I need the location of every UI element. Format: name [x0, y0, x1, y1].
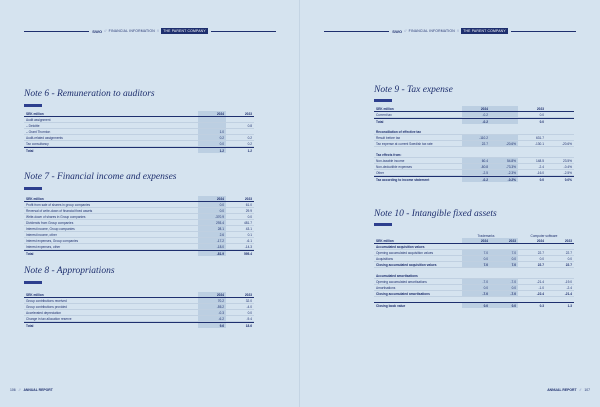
cell-value: 2023 — [536, 106, 544, 111]
note10-accent-bar — [374, 223, 392, 226]
row-label: Closing accumulated acquisition values — [376, 262, 437, 267]
cell-value: 18.6 — [245, 323, 252, 328]
cell-value: -0.2 — [462, 119, 490, 124]
cell-value: 43.1 — [245, 226, 252, 231]
row-label: SEK million — [376, 106, 394, 111]
breadcrumb — [389, 28, 511, 34]
row-label: Reversal of write-down of financial fixed assets — [26, 208, 93, 213]
row-label: SEK million — [376, 238, 394, 243]
cell-value: -6.1 — [246, 238, 252, 243]
note7-title: Note 7 - Financial income and expenses — [24, 172, 177, 182]
note6-title: Note 6 - Remuneration to auditors — [24, 89, 155, 99]
cell-value: -19.0 — [564, 279, 572, 284]
cell-value: -0.3 — [198, 310, 226, 315]
page-footer: 106 // ANNUAL REPORT — [10, 388, 53, 392]
page-header — [24, 27, 276, 35]
cell-value: 0.0 — [539, 177, 544, 182]
row-label: SEK million — [26, 111, 44, 116]
cell-value: 0.2 — [198, 135, 226, 140]
cell-value: -0.2 — [462, 112, 490, 117]
cell-value: 2023 — [490, 238, 518, 243]
cell-value: 22.7 — [537, 250, 544, 255]
cell-value: -7.0 — [490, 291, 518, 296]
cell-value: 0.0 — [462, 256, 490, 261]
row-label: Change in tax allocation reserve — [26, 316, 72, 321]
row-label: Total — [376, 119, 384, 124]
cell-value: -81.9 — [198, 251, 226, 256]
cell-value: 7.0 — [490, 250, 518, 255]
page-number: 106 — [10, 388, 16, 392]
cell-value: -7.0 — [462, 291, 490, 296]
cell-value: 0.0% — [564, 177, 572, 182]
row-label: Opening accumulated amortisations — [376, 279, 427, 284]
cell-value: 1.2 — [247, 148, 252, 153]
page-footer: ANNUAL REPORT // 107 — [547, 388, 590, 392]
breadcrumb-current: THE PARENT COMPANY — [463, 29, 506, 33]
cell-value: 0.0 — [198, 141, 226, 146]
row-label: Other — [376, 170, 384, 175]
cell-value: 2023 — [244, 196, 252, 201]
row-label: Accelerated depreciation — [26, 310, 62, 315]
cell-value: -21.4 — [564, 291, 572, 296]
breadcrumb-current: THE PARENT COMPANY — [163, 29, 206, 33]
cell-value: 0.0 — [462, 285, 490, 290]
cell-value: -18.0 — [198, 244, 226, 249]
cell-value: 2023 — [564, 238, 572, 243]
cell-value: 0.0 — [539, 112, 544, 117]
cell-value: 1.2 — [198, 148, 226, 153]
cell-value: 9.6 — [198, 323, 226, 328]
breadcrumb-separator: // — [456, 29, 460, 33]
cell-value: 7.0 — [462, 250, 490, 255]
row-label: Amortisations — [376, 285, 396, 290]
cell-value: 23.5% — [562, 158, 572, 163]
row-label: Write-down of shares in Group companies — [26, 214, 86, 219]
cell-value: -20.6% — [561, 141, 572, 146]
row-label: Interest income, Group companies — [26, 226, 75, 231]
cell-value: -22.4 — [536, 291, 544, 296]
cell-value: -2.4 — [538, 164, 544, 169]
cell-value: 2024 — [462, 106, 490, 111]
cell-value: 293.4 — [198, 220, 226, 225]
cell-value: -16.0 — [536, 170, 544, 175]
cell-value: 32.0 — [245, 298, 252, 303]
table-total-row — [374, 118, 574, 124]
cell-value: 60.4 — [462, 158, 490, 163]
row-label: Closing accumulated amortisations — [376, 291, 430, 296]
footer-label: ANNUAL REPORT — [547, 388, 577, 392]
cell-value: -20.6% — [490, 141, 518, 146]
breadcrumb-separator: // — [104, 29, 107, 33]
cell-value: 0.0 — [490, 285, 518, 290]
cell-value: 22.7 — [462, 141, 490, 146]
cell-value: 2023 — [244, 292, 252, 297]
header-rule — [324, 31, 389, 32]
cell-value — [490, 135, 518, 140]
note8-accent-bar — [24, 281, 42, 284]
cell-value: -130.1 — [534, 141, 544, 146]
table-total-row — [24, 147, 254, 153]
cell-value: 0.8 — [247, 123, 252, 128]
table-total-row — [374, 176, 574, 182]
section-heading: Tax effects from: — [376, 152, 402, 157]
cell-value: 0.0 — [490, 256, 518, 261]
row-label: Audit assignment — [26, 117, 51, 122]
section-heading: Accumulated acquisition values — [376, 244, 425, 249]
row-label: SEK million — [26, 196, 44, 201]
cell-value: 0.0 — [490, 303, 518, 308]
header-rule — [211, 31, 276, 32]
cell-value: -2.5 — [462, 170, 490, 175]
cell-value: 0.0 — [539, 119, 544, 124]
cell-value: -6.2 — [198, 316, 226, 321]
cell-value: 148.5 — [536, 158, 544, 163]
note9-table — [374, 106, 574, 182]
cell-value: -2.4 — [566, 285, 572, 290]
cell-value: 54.8% — [490, 158, 518, 163]
group-trademarks: Trademarks — [477, 233, 495, 238]
cell-value: -80.8 — [462, 164, 490, 169]
cell-value: 2024 — [198, 111, 226, 116]
cell-value: -21.4 — [536, 279, 544, 284]
cell-value: 2024 — [198, 292, 226, 297]
page-header — [324, 27, 576, 35]
cell-value — [490, 106, 518, 111]
row-label: Total — [26, 148, 34, 153]
cell-value: 0.2 — [247, 141, 252, 146]
cell-value: 22.7 — [565, 250, 572, 255]
cell-value: 22.7 — [537, 262, 544, 267]
cell-value: -4.0 — [246, 304, 252, 309]
note8-table — [24, 292, 254, 328]
row-label: Total — [26, 251, 34, 256]
cell-value: 2023 — [244, 111, 252, 116]
cell-value: -17.2 — [198, 238, 226, 243]
cell-value: 0.0 — [247, 214, 252, 219]
cell-value: -55.2 — [198, 304, 226, 309]
cell-value: 2024 — [462, 238, 490, 243]
row-label: SEK million — [26, 292, 44, 297]
cell-value — [490, 119, 518, 124]
row-label: Current tax — [376, 112, 392, 117]
cell-value: -1.0 — [538, 285, 544, 290]
row-label: Acquisitions — [376, 256, 394, 261]
cell-value: 631.7 — [536, 135, 544, 140]
cell-value: 2.6 — [198, 232, 226, 237]
note10-title: Note 10 - Intangible fixed assets — [374, 209, 497, 219]
cell-value: 0.2 — [247, 135, 252, 140]
cell-value: 0.0 — [198, 208, 226, 213]
right-page — [300, 0, 600, 407]
row-label: Interest expenses, other — [26, 244, 61, 249]
cell-value: -73.3% — [490, 164, 518, 169]
row-label: Total — [26, 323, 34, 328]
cell-value: -110.2 — [462, 135, 490, 140]
cell-value: -0.2% — [490, 177, 518, 182]
cell-value: 0.3 — [539, 303, 544, 308]
header-rule — [24, 31, 89, 32]
row-label: Group contributions provided — [26, 304, 67, 309]
cell-value: 0.1 — [247, 232, 252, 237]
note6-table — [24, 111, 254, 153]
row-label: – Grant Thornton — [26, 129, 51, 134]
row-label: Profit from sale of shares in group companies — [26, 202, 91, 207]
table-total-row — [24, 250, 254, 256]
cell-value: -7.0 — [462, 279, 490, 284]
cell-value: -0.2 — [462, 177, 490, 182]
note10-table — [374, 233, 574, 308]
row-label: Non-deductible expenses — [376, 164, 412, 169]
cell-value: 28.1 — [198, 226, 226, 231]
breadcrumb-separator: // — [404, 29, 407, 33]
cell-value: 0.0 — [247, 310, 252, 315]
cell-value: 1.0 — [198, 129, 226, 134]
row-label: Audit-related assignments — [26, 135, 63, 140]
cell-value: -9.4 — [246, 316, 252, 321]
note6-accent-bar — [24, 104, 42, 107]
breadcrumb — [89, 28, 211, 34]
row-label: Tax expense at current Swedish tax rate — [376, 141, 433, 146]
cell-value: 61.0 — [245, 202, 252, 207]
breadcrumb-section: FINANCIAL INFORMATION — [408, 29, 455, 33]
cell-value: 1.3 — [567, 303, 572, 308]
cell-value: -7.0 — [490, 279, 518, 284]
cell-value: 29.9 — [245, 208, 252, 213]
row-label: Interest income, other — [26, 232, 57, 237]
row-label: Group contributions received — [26, 298, 67, 303]
cell-value: -14.3 — [244, 244, 252, 249]
cell-value: 22.7 — [565, 262, 572, 267]
footer-label: ANNUAL REPORT — [23, 388, 53, 392]
cell-value: 7.0 — [490, 262, 518, 267]
note9-title: Note 9 - Tax expense — [374, 85, 453, 95]
cell-value: 0.0 — [539, 256, 544, 261]
note7-table — [24, 196, 254, 256]
cell-value: 0.0 — [198, 202, 226, 207]
cell-value: -370.9 — [198, 214, 226, 219]
cell-value: -2.5% — [563, 170, 572, 175]
cell-value: -0.4% — [563, 164, 572, 169]
table-total-row — [24, 322, 254, 328]
cell-value — [198, 123, 226, 128]
row-label: – Deloitte — [26, 123, 40, 128]
company-logo: SWO — [92, 28, 103, 34]
cell-value — [490, 112, 518, 117]
cell-value: -2.3% — [490, 170, 518, 175]
page-number: 107 — [584, 388, 590, 392]
cell-value: 481.7 — [244, 220, 252, 225]
section-heading: Accumulated amortisations — [376, 273, 418, 278]
cell-value — [198, 117, 226, 122]
cell-value: 0.0 — [567, 256, 572, 261]
note8-title: Note 8 - Appropriations — [24, 266, 115, 276]
row-label: Result before tax — [376, 135, 401, 140]
cell-value: 2024 — [536, 238, 544, 243]
note7-accent-bar — [24, 187, 42, 190]
row-label: Closing book value — [376, 303, 406, 308]
group-software: Computer software — [530, 233, 558, 238]
breadcrumb-separator: // — [156, 29, 160, 33]
row-label: Tax according to income statement — [376, 177, 430, 182]
cell-value: 7.0 — [462, 262, 490, 267]
cell-value: 0.0 — [462, 303, 490, 308]
row-label: Opening accumulated acquisition values — [376, 250, 434, 255]
section-heading: Reconciliation of effective tax — [376, 129, 421, 134]
row-label: Tax consultancy — [26, 141, 49, 146]
cell-value: 595.4 — [244, 251, 252, 256]
cell-value: 70.2 — [198, 298, 226, 303]
cell-value: 2024 — [198, 196, 226, 201]
row-label: Dividends from Group companies — [26, 220, 74, 225]
breadcrumb-section: FINANCIAL INFORMATION — [108, 29, 155, 33]
row-label: Interest expenses, Group companies — [26, 238, 79, 243]
note9-accent-bar — [374, 99, 392, 102]
table-total-row — [374, 302, 574, 308]
header-rule — [511, 31, 576, 32]
row-label: Non-taxable income — [376, 158, 405, 163]
company-logo: SWO — [392, 28, 403, 34]
